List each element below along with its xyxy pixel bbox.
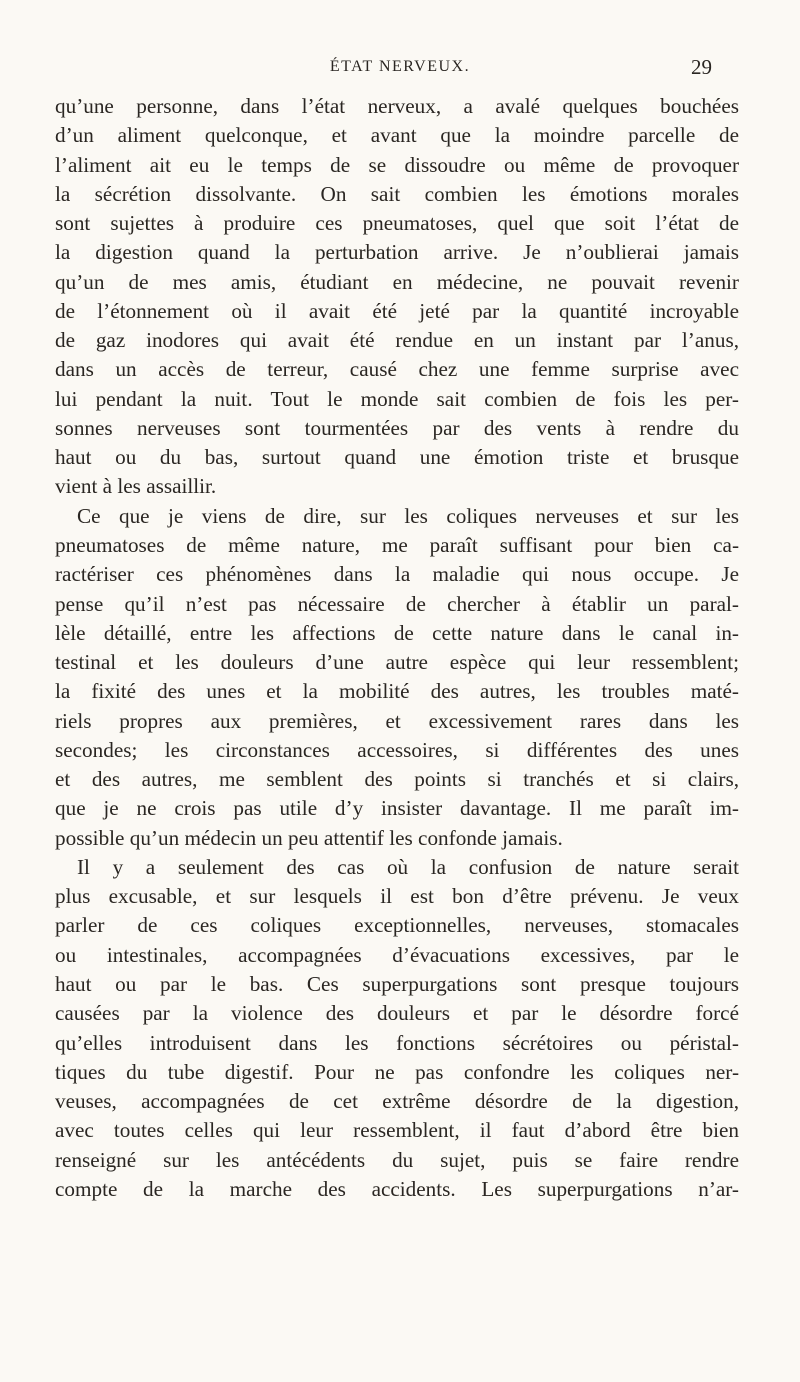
text-line: sonnes nerveuses sont tourmentées par des vents à rendre du [55, 415, 739, 440]
text-line: Il y a seulement des cas où la confusion de nature serait [77, 854, 739, 879]
text-line: la sécrétion dissolvante. On sait combien les émotions morales [55, 181, 739, 206]
text-line: avec toutes celles qui leur ressemblent, il faut d’abord être bien [55, 1118, 739, 1143]
page-number: 29 [691, 55, 712, 79]
text-line: veuses, accompagnées de cet extrême désordre de la digestion, [55, 1089, 739, 1114]
text-line: ou intestinales, accompagnées d’évacuations excessives, par le [55, 942, 739, 967]
text-line: lui pendant la nuit. Tout le monde sait combien de fois les per- [55, 386, 739, 411]
text-line: sont sujettes à produire ces pneumatoses, quel que soit l’état de [55, 211, 739, 236]
text-line: de l’étonnement où il avait été jeté par la quantité incroyable [55, 298, 739, 323]
text-line: vient à les assaillir. [55, 474, 217, 499]
text-line: secondes; les circonstances accessoires, si différentes des unes [55, 737, 739, 762]
text-line: qu’un de mes amis, étudiant en médecine, ne pouvait revenir [55, 269, 739, 294]
text-line: d’un aliment quelconque, et avant que la moindre parcelle de [55, 123, 739, 148]
text-line: lèle détaillé, entre les affections de cette nature dans le canal in- [55, 620, 739, 645]
text-line: la fixité des unes et la mobilité des autres, les troubles maté- [55, 679, 739, 704]
text-line: haut ou du bas, surtout quand une émotion triste et brusque [55, 445, 739, 470]
body-text [55, 92, 739, 1204]
text-line: l’aliment ait eu le temps de se dissoudre ou même de provoquer [55, 152, 739, 177]
text-line: dans un accès de terreur, causé chez une femme surprise avec [55, 357, 739, 382]
running-title: ÉTAT NERVEUX. [329, 58, 471, 75]
text-line: Ce que je viens de dire, sur les coliques nerveuses et sur les [77, 503, 739, 528]
text-line: riels propres aux premières, et excessivement rares dans les [55, 708, 739, 733]
text-line: compte de la marche des accidents. Les superpurgations n’ar- [55, 1176, 739, 1201]
text-line: pense qu’il n’est pas nécessaire de chercher à établir un paral- [55, 591, 739, 616]
text-line: renseigné sur les antécédents du sujet, puis se faire rendre [55, 1147, 739, 1172]
text-line: et des autres, me semblent des points si tranchés et si clairs, [55, 767, 739, 792]
text-line: qu’elles introduisent dans les fonctions sécrétoires ou péristal- [55, 1030, 739, 1055]
text-line: la digestion quand la perturbation arrive. Je n’oublierai jamais [55, 240, 739, 265]
text-line: possible qu’un médecin un peu attentif les confonde jamais. [55, 825, 563, 850]
text-line: plus excusable, et sur lesquels il est bon d’être prévenu. Je veux [55, 884, 739, 909]
text-line: pneumatoses de même nature, me paraît suffisant pour bien ca- [55, 532, 739, 557]
text-line: ractériser ces phénomènes dans la maladie qui nous occupe. Je [55, 562, 739, 587]
text-line: de gaz inodores qui avait été rendue en un instant par l’anus, [55, 328, 739, 353]
text-line: testinal et les douleurs d’une autre espèce qui leur ressemblent; [55, 650, 739, 675]
running-head [0, 55, 800, 84]
text-line: parler de ces coliques exceptionnelles, nerveuses, stomacales [55, 913, 739, 938]
text-line: tiques du tube digestif. Pour ne pas confondre les coliques ner- [55, 1059, 739, 1084]
text-line: haut ou par le bas. Ces superpurgations sont presque toujours [55, 971, 739, 996]
text-line: causées par la violence des douleurs et par le désordre forcé [55, 1001, 739, 1026]
text-line: qu’une personne, dans l’état nerveux, a avalé quelques bouchées [55, 94, 739, 118]
text-line: que je ne crois pas utile d’y insister davantage. Il me paraît im- [55, 796, 739, 821]
